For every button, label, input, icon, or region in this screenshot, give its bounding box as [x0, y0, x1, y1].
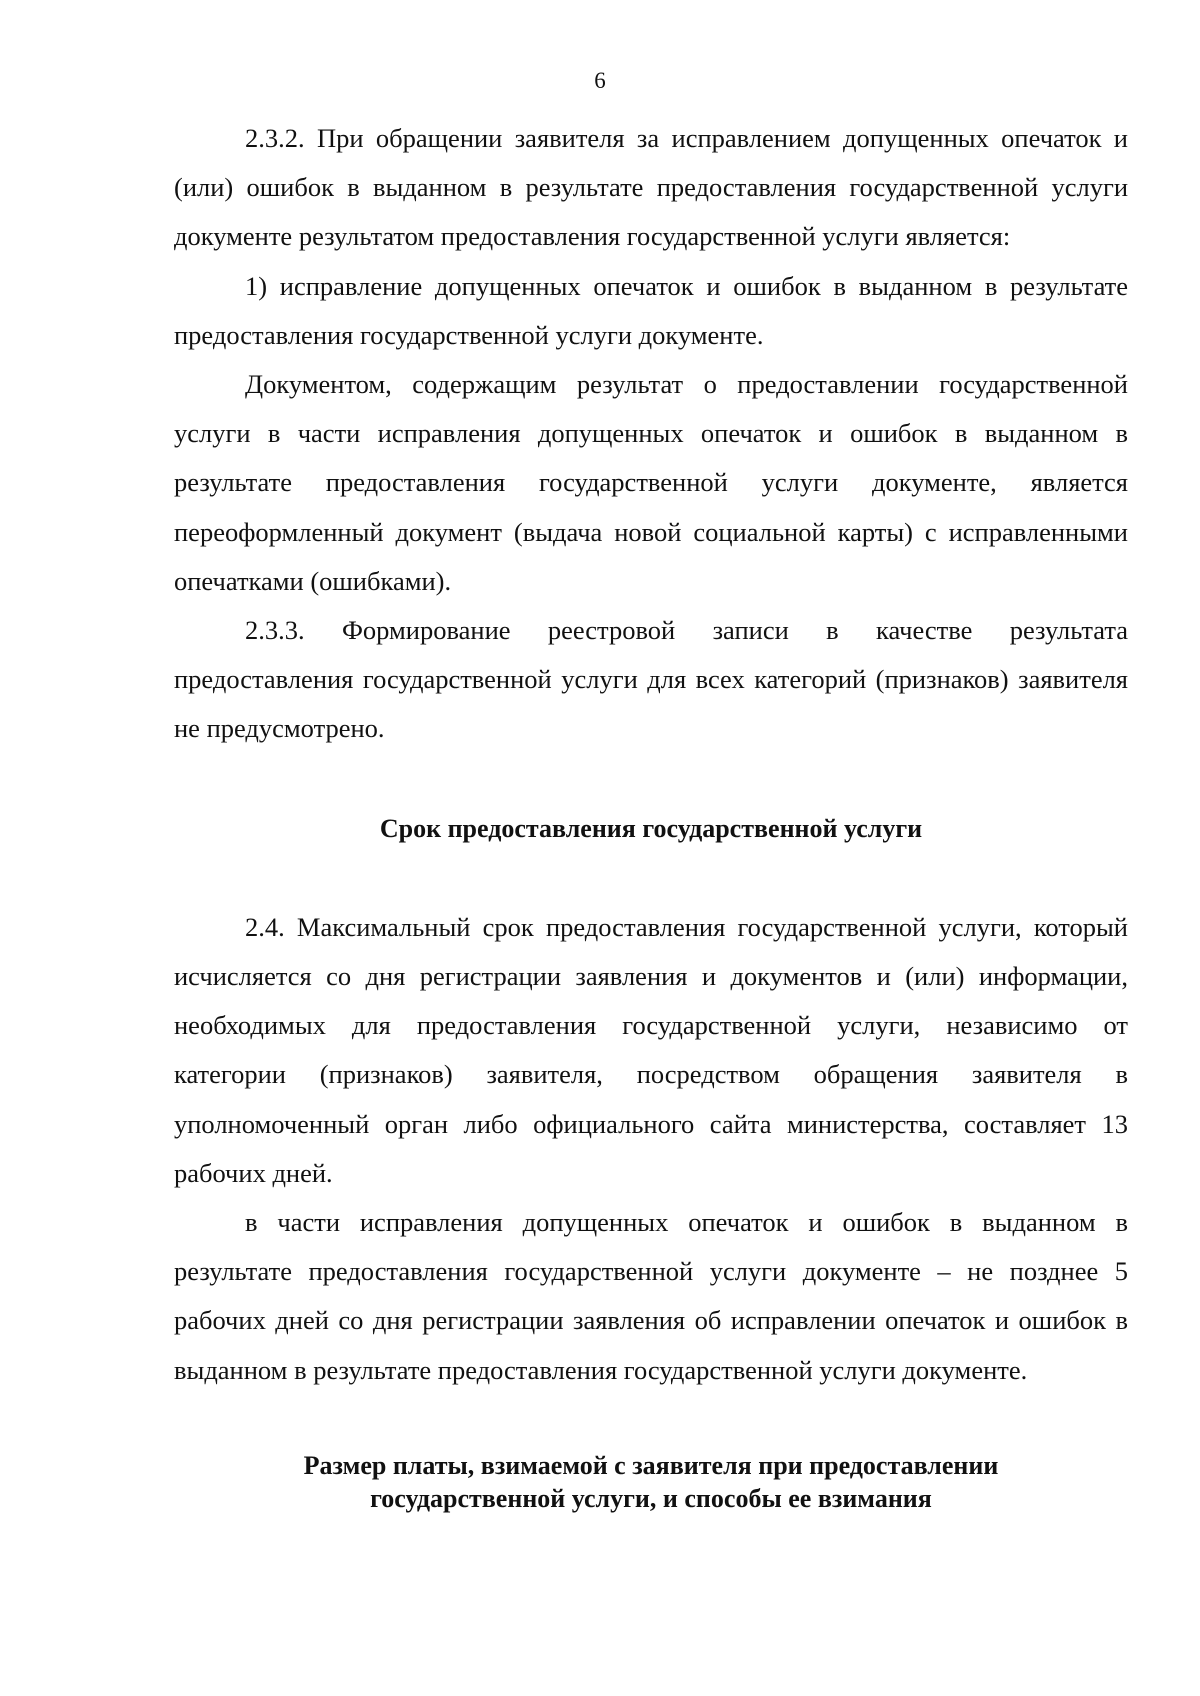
paragraph-correction-term: в части исправления допущенных опечаток и ошибок в выданном в результате предоставления государственной услуги документе – не позднее 5 рабочих дней со дня регистрации заявления об исправлении опечаток и ошибок в выданном в результате предоставления государственной услуги документе.	[174, 1207, 1128, 1385]
paragraph-result-document: Документом, содержащим результат о предоставлении государственной услуги в части исправления допущенных опечаток и ошибок в выданном в результате предоставления государственной услуги документе, является переоформленный документ (выдача новой социальной карты) с исправленными опечатками (ошибками).	[174, 369, 1128, 596]
section-heading-fee-line1: Размер платы, взимаемой с заявителя при предоставлении	[303, 1450, 999, 1480]
section-heading-fee-line2: государственной услуги, и способы ее взимания	[370, 1483, 932, 1513]
document-body	[174, 114, 1128, 1515]
paragraph-2-4: 2.4. Максимальный срок предоставления государственной услуги, который исчисляется со дня регистрации заявления и документов и (или) информации, необходимых для предоставления государственной услуги, независимо от категории (признаков) заявителя, посредством обращения заявителя в уполномоченный орган либо официального сайта министерства, составляет 13 рабочих дней.	[174, 911, 1128, 1188]
paragraph-2-3-3: 2.3.3. Формирование реестровой записи в качестве результата предоставления государственной услуги для всех категорий (признаков) заявителя не предусмотрено.	[174, 615, 1128, 744]
paragraph-2-3-2: 2.3.2. При обращении заявителя за исправлением допущенных опечаток и (или) ошибок в выданном в результате предоставления государственной услуги документе результатом предоставления государственной услуги является:	[174, 123, 1128, 252]
section-heading-term: Срок предоставления государственной услуги	[379, 813, 923, 843]
page-number: 6	[594, 68, 606, 93]
section-heading-fee	[174, 1449, 1128, 1515]
paragraph-list-item-1: 1) исправление допущенных опечаток и ошибок в выданном в результате предоставления государственной услуги документе.	[174, 270, 1128, 350]
